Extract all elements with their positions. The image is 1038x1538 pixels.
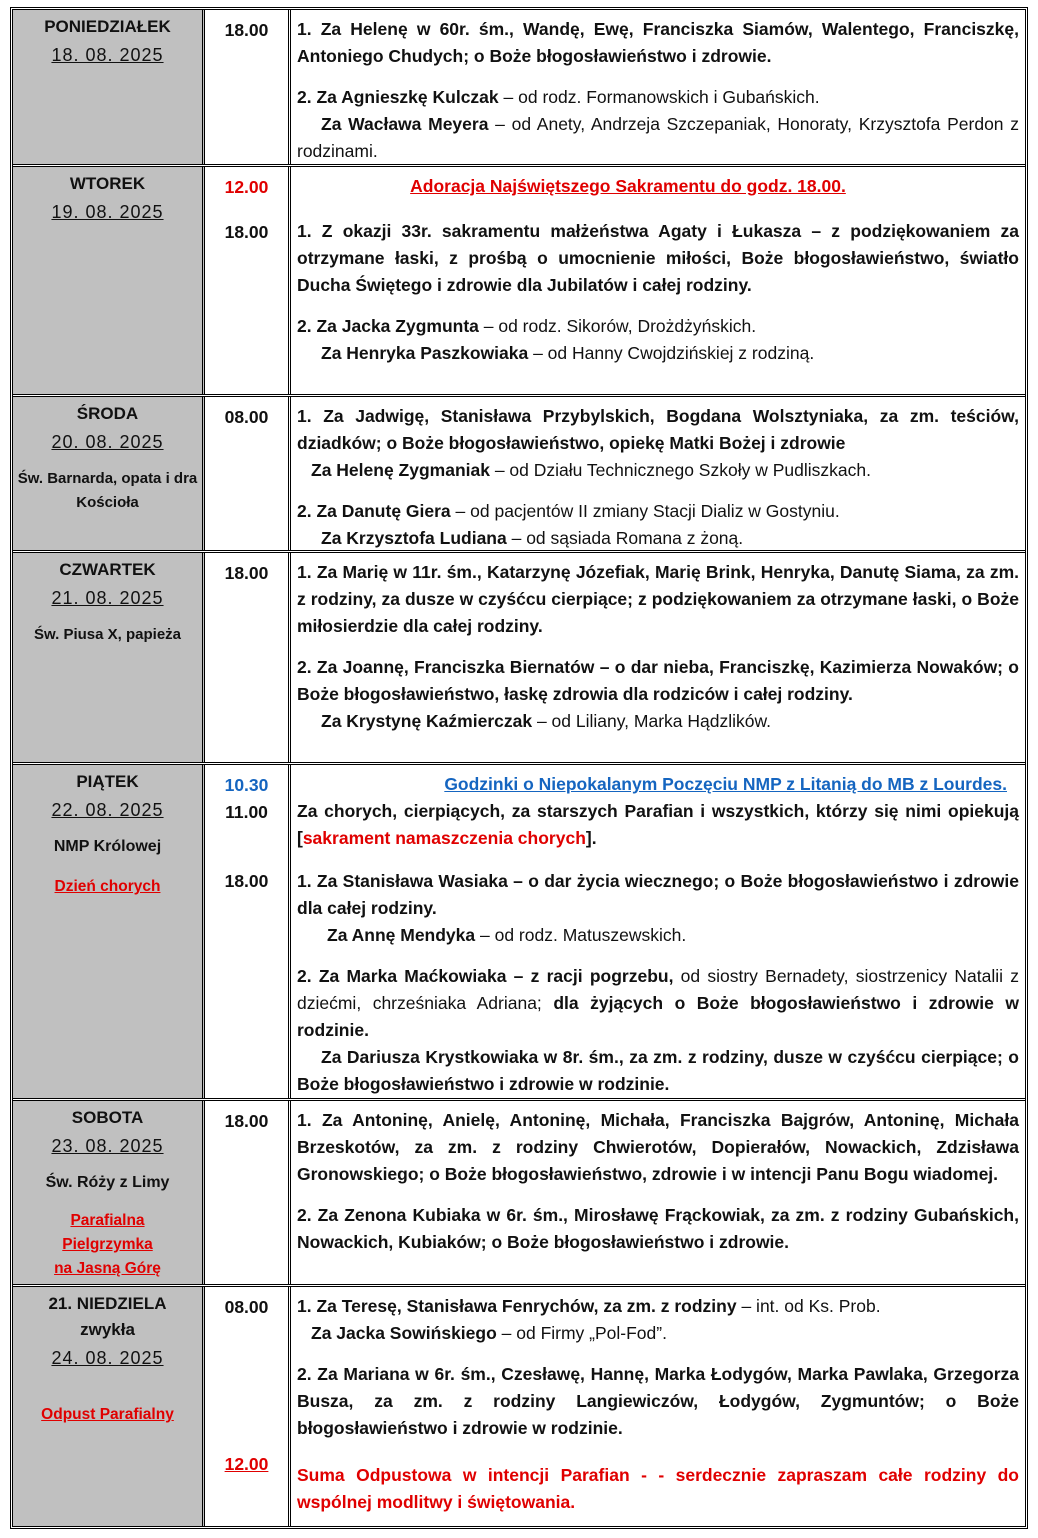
day-row-monday [13,10,1025,167]
time-cell [205,10,291,164]
day-cell [13,765,205,1098]
day-cell [13,10,205,164]
intention: 1. Za Teresę, Stanisława Fenrychów, za zm. z rodziny – int. od Ks. Prob. [297,1296,881,1316]
day-date: 21. 08. 2025 [51,588,164,608]
intention: Za Helenę Zygmaniak – od Działu Technicznego Szkoły w Pudliszkach. [311,460,871,480]
mass-time: 10.30 [224,775,269,795]
day-cell [13,1101,205,1284]
special-event: Dzień chorych [54,878,161,895]
special-event: Parafialna Pielgrzymka na Jasną Górę [54,1212,161,1277]
time-cell [205,553,291,762]
day-name: CZWARTEK [59,560,156,579]
time-cell [205,1287,291,1526]
intention: Za Dariusza Krystkowiaka w 8r. śm., za zm. z rodziny, dusze w czyśćcu cierpiące; o Boże błogosławieństwo i zdrowie w rodzinie. [297,1047,1019,1094]
intention: 1. Za Antoninę, Anielę, Antoninę, Michała, Franciszka Bajgrów, Antoninę, Michała Brzeskotów, za zm. z rodziny Chwierotów, Dopierałów, Nowackich, Zdzisława Gronowskiego; o Boże błogosławieństwo, zdrowie i w intencji Panu Bogu wiadomej. [297,1110,1019,1184]
intention: 1. Za Stanisława Wasiaka – o dar życia wiecznego; o Boże błogosławieństwo i zdrowie dla całej rodziny. [297,871,1019,918]
intention: Za Jacka Sowińskiego – od Firmy „Pol-Fod”. [311,1323,667,1343]
announcement: Godzinki o Niepokalanym Poczęciu NMP z Litanią do MB z Lourdes. [444,774,1007,794]
intention: 2. Za Marka Maćkowiaka – z racji pogrzebu, od siostry Bernadety, siostrzenicy Natalii z dziećmi, chrześniaka Adriana; dla żyjących o Boże błogosławieństwo i zdrowie w rodzinie. [297,966,1019,1040]
intentions-cell [291,1287,1025,1526]
day-row-tuesday [13,167,1025,397]
mass-time: 08.00 [224,407,269,427]
saint-feast: NMP Królowej [53,838,162,855]
day-row-saturday [13,1101,1025,1287]
saint-feast: Św. Piusa X, papieża [34,626,181,643]
day-date: 18. 08. 2025 [51,45,164,65]
day-date: 19. 08. 2025 [51,202,164,222]
time-cell [205,1101,291,1284]
intention: 2. Za Mariana w 6r. śm., Czesławę, Hannę, Marka Łodygów, Marka Pawlaka, Grzegorza Busza, za zm. z rodziny Langiewiczów, Łodygów, Zygmuntów; o Boże błogosławieństwo i zdrowie w rodzinie. [297,1364,1019,1438]
intention: Za Wacława Meyera – od Anety, Andrzeja Szczepaniak, Honoraty, Krzysztofa Perdon z rodzinami. [297,114,1019,161]
announcement: Adoracja Najświętszego Sakramentu do godz. 18.00. [410,176,846,196]
day-date: 23. 08. 2025 [51,1136,164,1156]
intention: Za Annę Mendyka – od rodz. Matuszewskich. [327,925,687,945]
saint-feast: Św. Barnarda, opata i dra Kościoła [17,470,198,511]
intention: 2. Za Danutę Giera – od pacjentów II zmiany Stacji Dializ w Gostyniu. [297,501,840,521]
day-cell [13,1287,205,1526]
intentions-cell [291,553,1025,762]
day-subtitle: zwykła [80,1320,135,1339]
intention: 1. Za Helenę w 60r. śm., Wandę, Ewę, Franciszka Siamów, Walentego, Franciszkę, Antoniego Chudych; o Boże błogosławieństwo i zdrowie. [297,19,1019,66]
day-name: PIĄTEK [76,772,139,791]
intention: 2. Za Zenona Kubiaka w 6r. śm., Mirosławę Frąckowiak, za zm. z rodziny Gubańskich, Nowackich, Kubiaków; o Boże błogosławieństwo i zdrowie. [297,1205,1019,1252]
mass-time: 18.00 [224,1111,269,1131]
intention: 2. Za Joannę, Franciszka Biernatów – o dar nieba, Franciszkę, Kazimierza Nowaków; o Boże błogosławieństwo, łaskę zdrowia dla rodziców i całej rodziny. [297,657,1019,704]
mass-time: 08.00 [224,1297,269,1317]
intention: Za Krystynę Kaźmierczak – od Liliany, Marka Hądzlików. [321,711,772,731]
intention: Za Henryka Paszkowiaka – od Hanny Cwojdzińskiej z rodziną. [321,343,815,363]
intentions-cell [291,167,1025,394]
day-name: PONIEDZIAŁEK [44,17,171,36]
saint-feast: Św. Róży z Limy [45,1174,170,1191]
intention: 1. Za Marię w 11r. śm., Katarzynę Józefiak, Marię Brink, Henryka, Danutę Siama, za zm. z rodziny, za dusze w czyśćcu cierpiące; z podziękowaniem za otrzymane łaski, o Boże miłosierdzie dla całej rodziny. [297,562,1019,636]
sick-mass-intention: Za chorych, cierpiących, za starszych Parafian i wszystkich, którzy się nimi opiekują [sakrament namaszczenia chorych]. [297,801,1019,848]
intentions-cell [291,1101,1025,1284]
day-cell [13,167,205,394]
mass-time: 18.00 [224,563,269,583]
day-name: WTOREK [69,174,146,193]
day-date: 24. 08. 2025 [51,1348,164,1368]
day-date: 20. 08. 2025 [51,432,164,452]
day-date: 22. 08. 2025 [51,800,164,820]
suma-announcement: Suma Odpustowa w intencji Parafian - - serdecznie zapraszam całe rodziny do wspólnej modlitwy i świętowania. [297,1465,1019,1512]
day-name: 21. NIEDZIELA [48,1294,167,1313]
mass-time: 18.00 [224,222,269,242]
mass-time: 18.00 [224,20,269,40]
intentions-cell [291,10,1025,164]
day-row-thursday [13,553,1025,765]
day-cell [13,553,205,762]
day-cell [13,397,205,550]
intention: 2. Za Agnieszkę Kulczak – od rodz. Formanowskich i Gubańskich. [297,87,820,107]
intentions-cell [291,397,1025,550]
intention: 2. Za Jacka Zygmunta – od rodz. Sikorów, Drożdżyńskich. [297,316,757,336]
mass-time: 12.00 [224,1454,269,1474]
time-cell [205,765,291,1098]
special-event: Odpust Parafialny [41,1406,174,1423]
day-name: SOBOTA [71,1108,144,1127]
mass-time: 18.00 [224,871,269,891]
time-cell [205,167,291,394]
day-row-friday [13,765,1025,1101]
day-row-sunday [13,1287,1025,1526]
mass-intentions-table [10,7,1028,1529]
day-row-wednesday [13,397,1025,553]
day-name: ŚRODA [76,404,139,423]
intention: Za Krzysztofa Ludiana – od sąsiada Romana z żoną. [321,528,744,548]
mass-time: 11.00 [225,802,268,822]
time-cell [205,397,291,550]
intention: 1. Z okazji 33r. sakramentu małżeństwa Agaty i Łukasza – z podziękowaniem za otrzymane łaski, z prośbą o umocnienie miłości, Boże błogosławieństwo, światło Ducha Świętego i zdrowie dla Jubilatów i całej rodziny. [297,221,1019,295]
intentions-cell [291,765,1025,1098]
intention: 1. Za Jadwigę, Stanisława Przybylskich, Bogdana Wolsztyniaka, za zm. teściów, dziadków; o Boże błogosławieństwo, opiekę Matki Bożej i zdrowie [297,406,1019,453]
mass-time: 12.00 [224,177,269,197]
